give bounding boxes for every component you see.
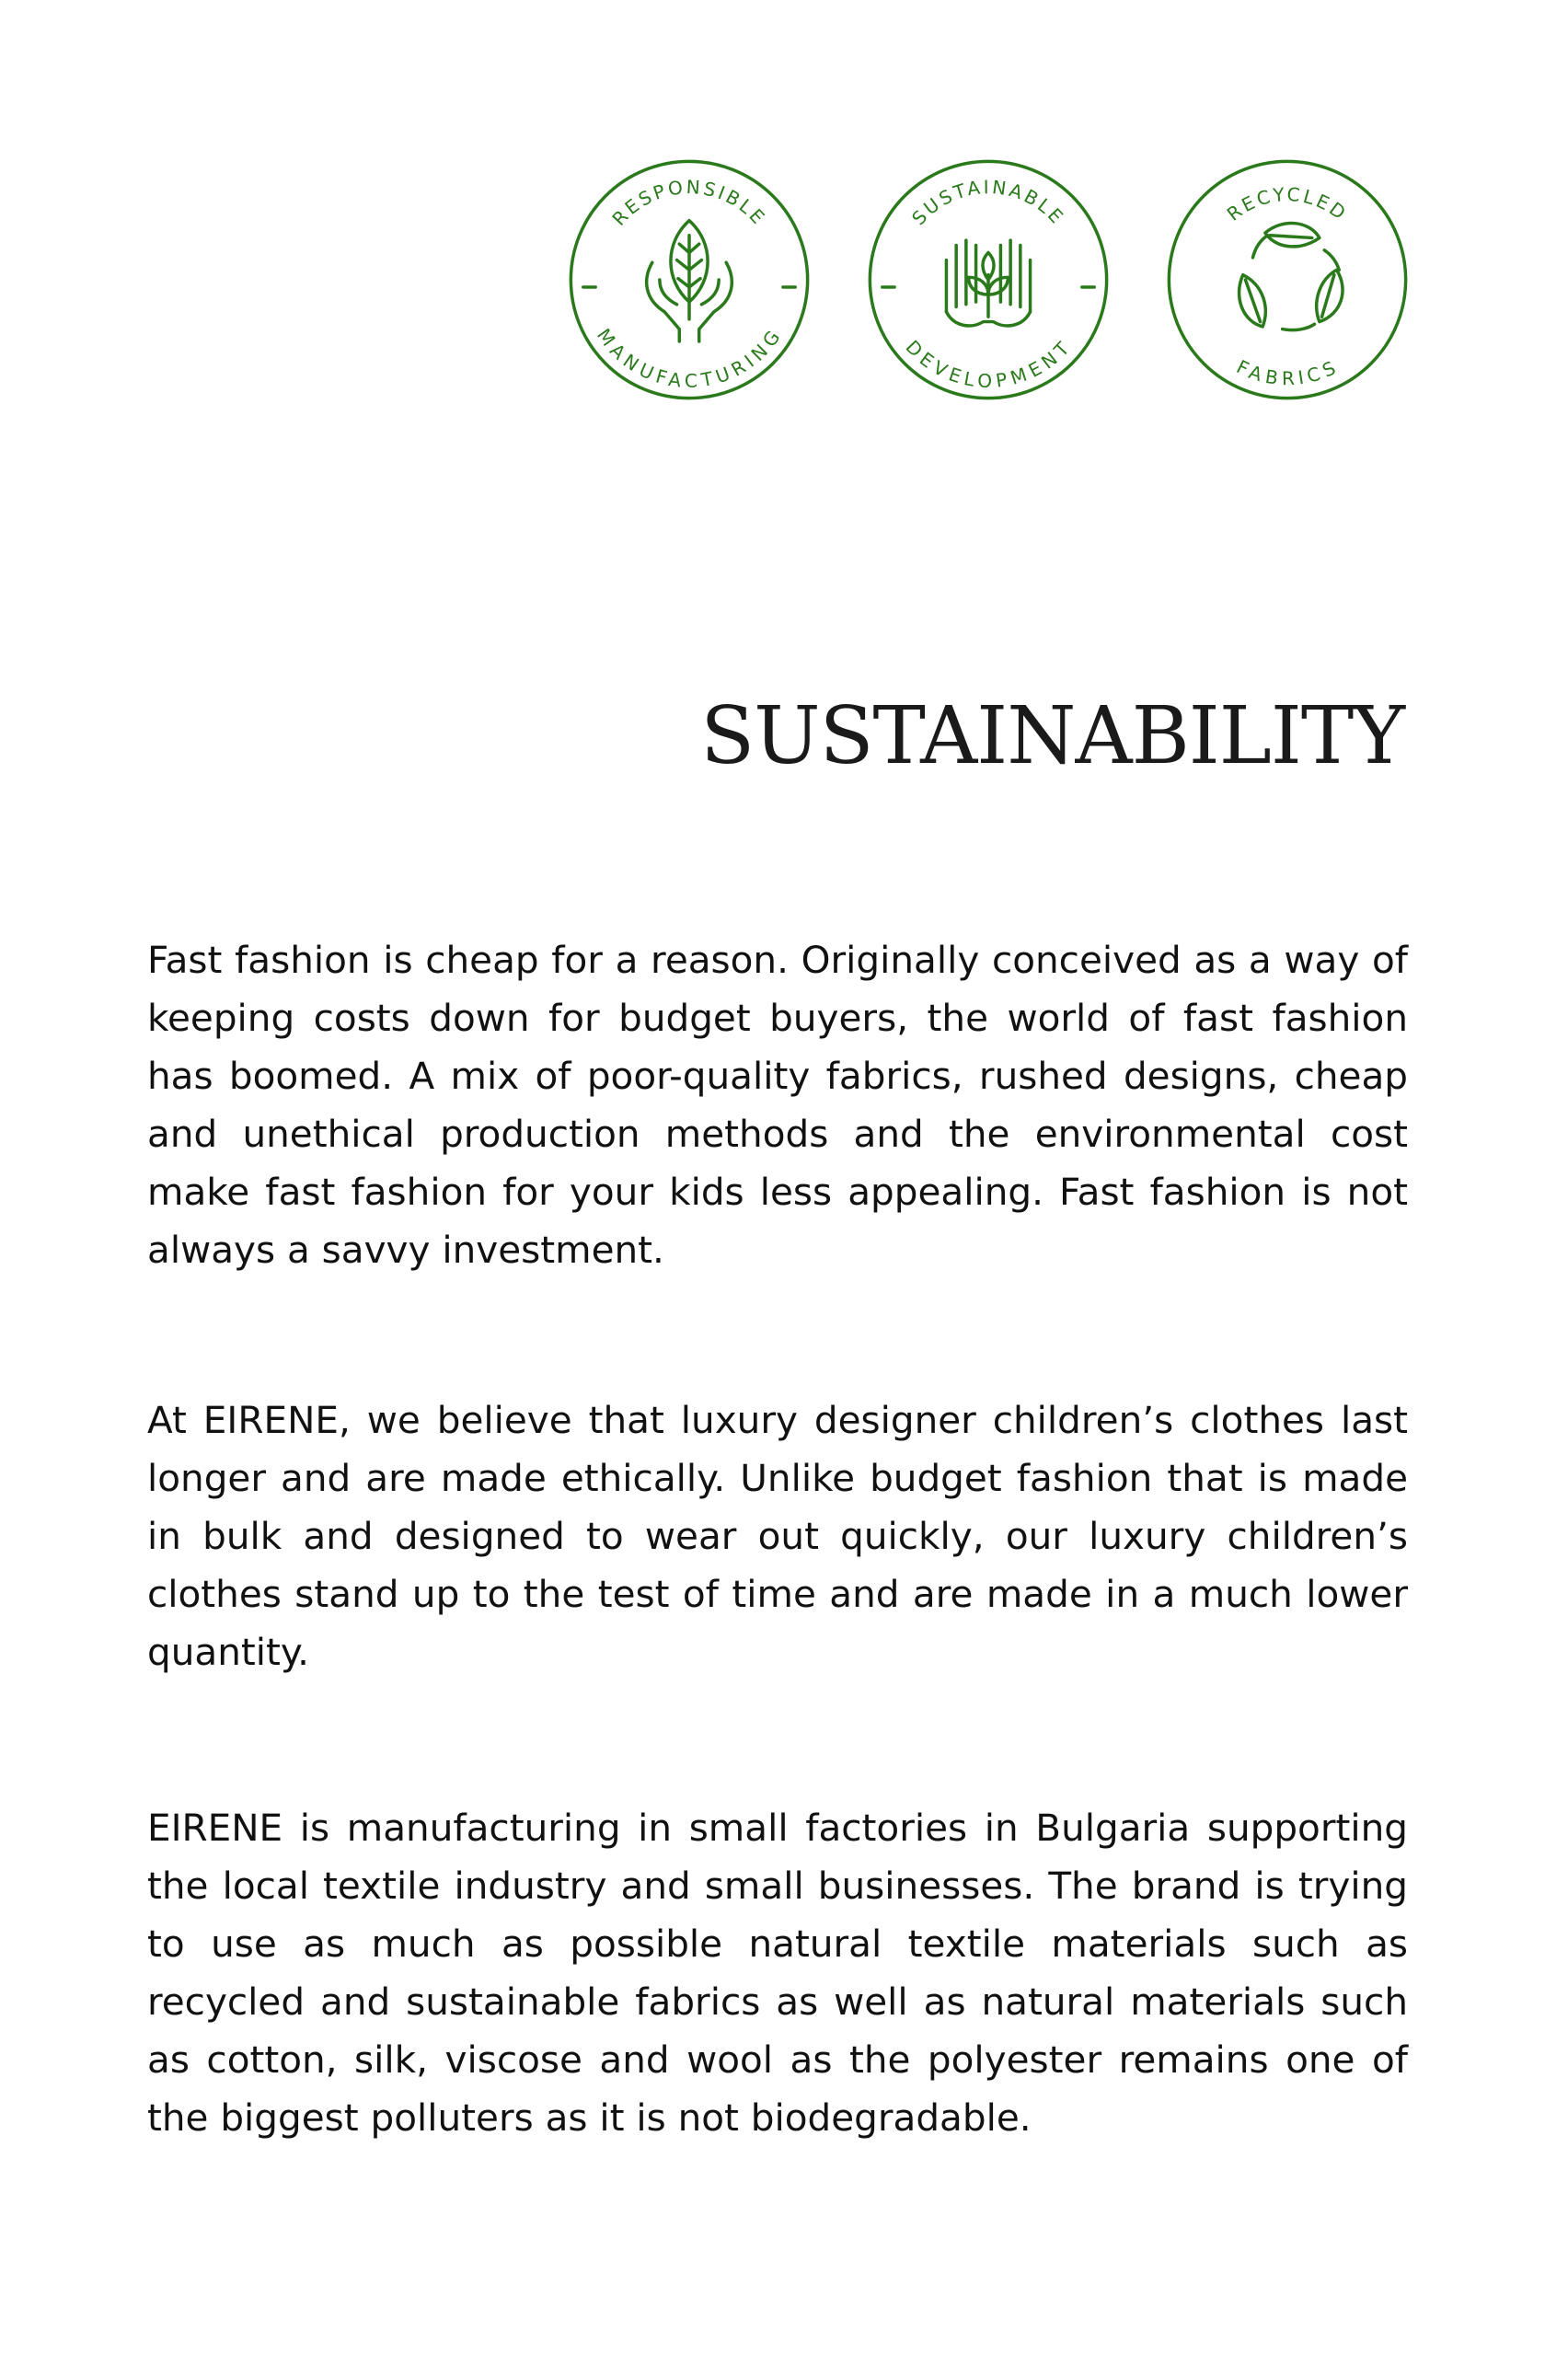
responsible-manufacturing-badge <box>566 156 813 403</box>
badge-bottom-text: DEVELOPMENT <box>901 335 1076 393</box>
plant-in-hands-icon <box>865 156 1112 403</box>
svg-text:MANUFACTURING <box>593 325 787 393</box>
badge-top-text: RESPONSIBLE <box>607 175 771 230</box>
badge-top-text: RECYCLED <box>1222 182 1353 225</box>
svg-text:RECYCLED <box>1223 183 1352 225</box>
svg-text:SUSTAINABLE <box>907 176 1069 229</box>
paragraph-fast-fashion: Fast fashion is cheap for a reason. Originally conceived as a way of keeping costs down for budget buyers, the world of fast fashion has boomed. A mix of poor-quality fabrics, rushed designs, cheap and unethical production methods and the environmental cost make fast fashion for your kids less appealing. Fast fashion is not always a savvy investment. <box>147 938 1408 1272</box>
sustainable-development-badge <box>865 156 1112 403</box>
svg-text:DEVELOPMENT <box>901 336 1075 392</box>
recycle-leaves-icon <box>1164 156 1411 403</box>
page-title: SUSTAINABILITY <box>700 690 1404 782</box>
recycled-fabrics-badge <box>1164 156 1411 403</box>
svg-text:FABRICS <box>1233 355 1342 389</box>
badge-bottom-text: FABRICS <box>1232 355 1342 390</box>
badge-bottom-text: MANUFACTURING <box>592 324 787 393</box>
leaf-in-hands-icon <box>566 156 813 403</box>
paragraph-manufacturing: EIRENE is manufacturing in small factories in Bulgaria supporting the local textile industry and small businesses. The brand is trying to use as much as possible natural textile materials such as recycled and sustainable fabrics as well as natural materials such as cotton, silk, viscose and wool as the polyester remains one of the biggest polluters as it is not biodegradable. <box>147 1806 1408 2140</box>
paragraph-eirene-belief: At EIRENE, we believe that luxury designer children’s clothes last longer and are made ethically. Unlike budget fashion that is made in bulk and designed to wear out quickly, our luxury children’s clothes stand up to the test of time and are made in a much lower quantity. <box>147 1398 1408 1674</box>
sustainability-badges <box>566 156 1412 405</box>
badge-top-text: SUSTAINABLE <box>907 176 1069 230</box>
